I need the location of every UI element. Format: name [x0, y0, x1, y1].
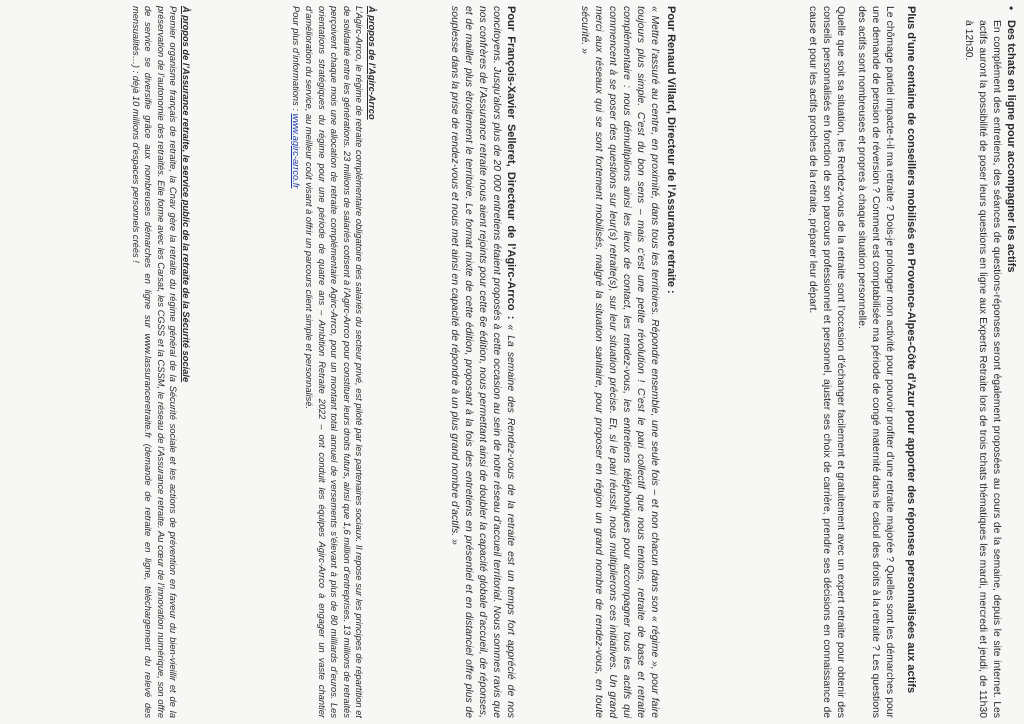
selleret-quote: « La semaine des Rendez-vous de la retraite est un temps fort apprécié de nos concitoyens. Jusqu’alors plus de 20 000 entretiens étaient proposés à cette occasion au sein de notre réseau d’accueil territorial. Nous sommes ravis que nos confrères de l’Assurance retraite nous aient rejoints pour cette 6e édition, nous permettant ainsi de doubler la capacité globale d’accueil, de réponses, et de mailler plus étroitement le territoire. Le format mixte de cette édition, proposant à la fois des entretiens en présentiel et en distanciel offre plus de souplesse dans la prise de rendez-vous et nous met ainsi en capacité de répondre à un plus grand nombre d’actifs. » — [449, 6, 516, 719]
about-assurance-title: À propos de l’Assurance retraite, le service public de la retraite de la Sécurité sociale — [181, 6, 191, 383]
about-agirc-more — [290, 6, 303, 718]
selleret-quote-section — [440, 6, 518, 718]
agirc-arrco-link[interactable]: www.agirc-arrco.fr — [291, 113, 302, 189]
about-assurance-text: Premier organisme français de retraite, la Cnav gère la retraite du régime général de la Sécurité sociale et les actions de prévention en faveur du bien-vieillir et de la préservation de l’autonomie des retraités. Elle forme avec les Carsat, les CGSS et la CSSM, le réseau de l’Assurance retraite. Au cœur de l’innovation numérique, son offre de service se diversifie grâce aux nombreuses démarches en ligne sur www.lassuranceretraite.fr (demande de retraite en ligne, téléchargement du relevé des mensualités…) : déjà 10 millions d’espaces personnels créés ! — [130, 6, 179, 718]
tchats-title: Des tchats en ligne pour accompagner les actifs — [1005, 20, 1017, 273]
bullet-dot-icon: • — [1004, 6, 1018, 11]
conseillers-paragraph-2: Quelle que soit sa situation, les Rendez-vous de la retraite sont l’occasion d’échanger facilement et gratuitement avec un expert retraite pour obtenir des conseils personnalisés en fonction de son parcours professionnel et personnel, ajuster ses choix de carrière, prendre ses décisions en connaissance de cause et pour les actifs proches de la retraite, préparer leur départ. — [807, 6, 846, 718]
tchats-text: En complément des entretiens, des séances de questions-réponses seront également proposées au cours de la semaine, depuis le site internet. Les actifs auront la possibilité de poser leurs questions en ligne aux Experts Retraite lors de trois tchats thématiques les mardi, mercredi et jeudi, de 11h30 à 12h30. — [963, 20, 1002, 718]
selleret-lead: Pour François-Xavier Selleret, Directeur de l’Agirc-Arrco : — [505, 6, 517, 320]
villard-quote-section — [570, 6, 678, 718]
conseillers-paragraph-1: Le chômage partiel impacte-t-il ma retraite ? Dois-je prolonger mon activité pour pouvoir profiter d’une retraite majorée ? Quelles sont les démarches pour une demande de pension de réversion ? Comment est comptabilisée ma période de congé maternité dans le calcul des droits à la retraite ? Les questions des actifs sont nombreuses et propres à chaque situation personnelle. — [856, 6, 895, 718]
about-assurance-section — [122, 6, 192, 718]
tchats-bullet — [954, 6, 1018, 718]
villard-lead: Pour Renaud Villard, Directeur de l’Assurance retraite : — [665, 6, 677, 294]
villard-quote: « Mettre l’assuré au centre, en proximité, dans tous les territoires. Répondre ensemble, une seule fois – et non chacun dans son « régime », pour faire toujours plus simple. C’est du bon sens – mais c’est une petite révolution ! C’est le pari collectif que nous tentons, retraite de base et retraite complémentaire : nous démultiplions ainsi les lieux de contact, les rendez-vous, les entretiens téléphoniques pour accompagner tous les actifs qui commencent à se poser des questions sur leur(s) retraite(s), sur leur situation précise. Et, si le pari réussit, nous multiplierons ces initiatives. Un grand merci aux réseaux qui se sont fortement mobilisés, malgré la situation sanitaire, pour proposer en région un grand nombre de rendez-vous, en toute sécurité. » — [579, 6, 660, 718]
selleret-paragraph — [447, 6, 518, 718]
rotated-document-page — [18, 6, 1018, 718]
conseillers-section — [798, 6, 918, 718]
about-agirc-section — [290, 6, 378, 718]
conseillers-heading: Plus d’une centaine de conseillers mobilisés en Provence-Alpes-Côte d’Azur pour apporter des réponses personnalisées aux actifs — [905, 6, 917, 694]
about-agirc-more-label: Pour plus d’informations : — [291, 6, 302, 111]
about-agirc-title: À propos de l’Agirc-Arrco — [367, 6, 377, 120]
about-agirc-text: L’Agirc-Arrco, le régime de retraite complémentaire obligatoire des salariés du secteur privé, est piloté par les partenaires sociaux. Il repose sur les principes de répartition et de solidarité entre les générations. 23 millions de salariés cotisent à l’Agirc-Arrco pour constituer leurs droits futurs, ainsi que 1,6 million d’entreprises. 13 millions de retraités perçoivent chaque mois une allocation de retraite complémentaire Agirc-Arrco, pour un montant total annuel de versements s’élevant à plus de 80 milliards d’euros. Les orientations stratégiques du régime pour une période de quatre ans – Ambition Retraite 2022 – ont conduit les équipes Agirc-Arrco à engager un vaste chantier d’amélioration du service, au meilleur coût visant à offrir un parcours client simple et personnalisé. — [304, 6, 365, 718]
